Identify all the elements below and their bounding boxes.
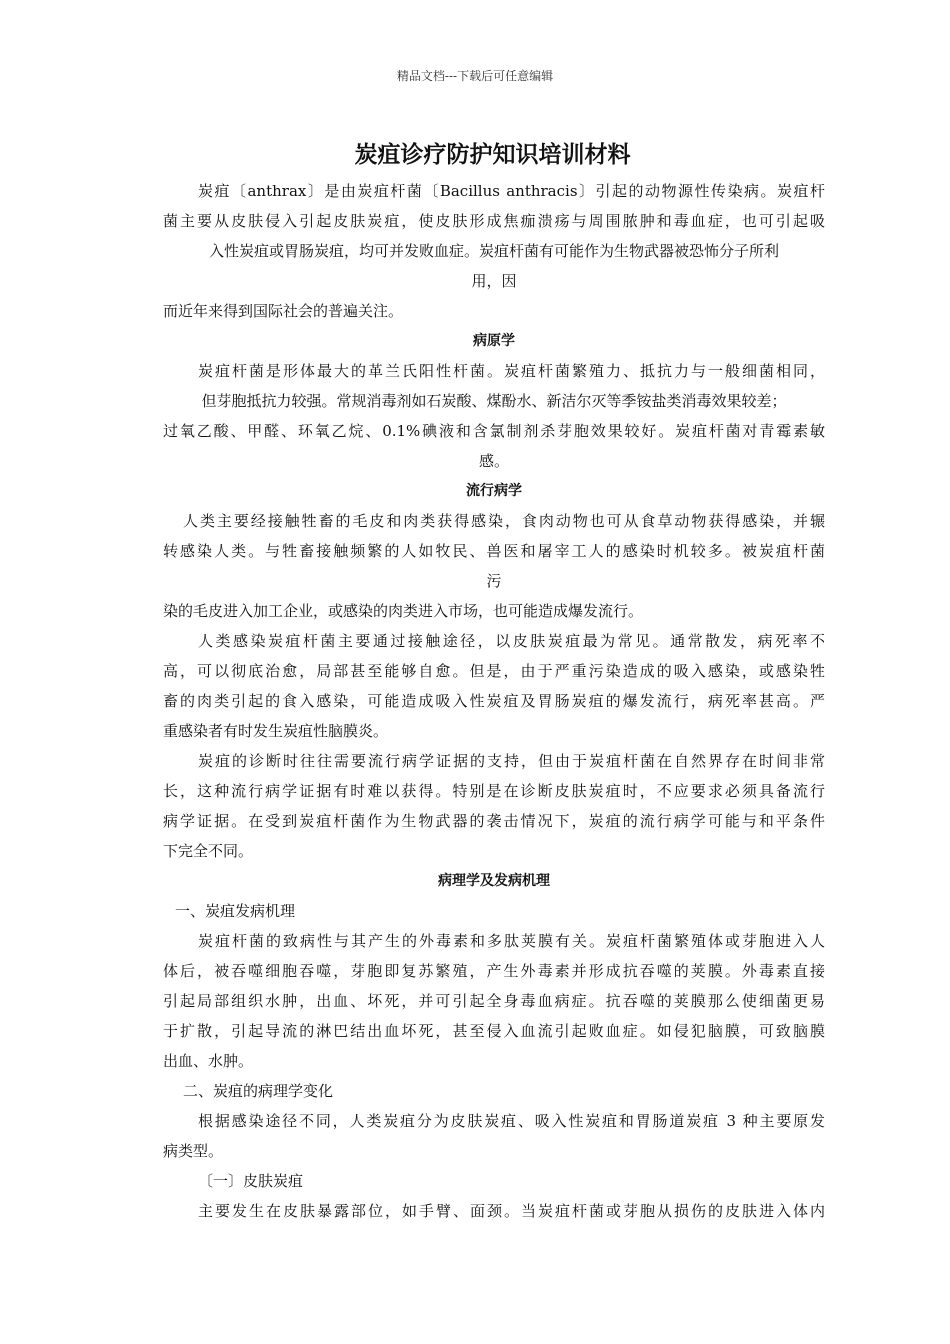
document-title: 炭疽诊疗防护知识培训材料 bbox=[354, 142, 631, 168]
text-line: 长，这种流行病学证据有时难以获得。特别是在诊断皮肤炭疽时，不应要求必须具备流行 bbox=[163, 782, 825, 800]
text-line: 菌主要从皮肤侵入引起皮肤炭疽，使皮肤形成焦痂溃疡与周围脓肿和毒血症，也可引起吸 bbox=[163, 212, 825, 230]
text-line: 病学证据。在受到炭疽杆菌作为生物武器的袭击情况下，炭疽的流行病学可能与和平条件 bbox=[163, 812, 825, 830]
text-line: 重感染者有时发生炭疽性脑膜炎。 bbox=[163, 722, 389, 740]
text-line: 高，可以彻底治愈，局部甚至能够自愈。但是，由于严重污染造成的吸入感染，或感染牲 bbox=[163, 662, 825, 680]
text-line: 人类感染炭疽杆菌主要通过接触途径，以皮肤炭疽最为常见。通常散发，病死率不 bbox=[198, 632, 825, 650]
text-line: 炭疽的诊断时往往需要流行病学证据的支持，但由于炭疽杆菌在自然界存在时间非常 bbox=[198, 752, 825, 770]
text-line: 炭疽杆菌是形体最大的革兰氏阳性杆菌。炭疽杆菌繁殖力、抵抗力与一般细菌相同， bbox=[198, 362, 825, 380]
text-line: 于扩散，引起导流的淋巴结出血坏死，甚至侵入血流引起败血症。如侵犯脑膜，可致脑膜 bbox=[163, 1022, 825, 1040]
text-line: 染的毛皮进入加工企业，或感染的肉类进入市场，也可能造成爆发流行。 bbox=[163, 602, 644, 620]
text-line: 感。 bbox=[478, 452, 509, 470]
text-line: 而近年来得到国际社会的普遍关注。 bbox=[163, 302, 404, 320]
text-line: 过氧乙酸、甲醛、环氧乙烷、0.1%碘液和含氯制剂杀芽胞效果较好。炭疽杆菌对青霉素敏 bbox=[163, 422, 825, 440]
subsection-heading: 二、炭疽的病理学变化 bbox=[183, 1082, 334, 1100]
section-heading: 病理学及发病机理 bbox=[438, 873, 550, 889]
text-line: 体后，被吞噬细胞吞噬，芽胞即复苏繁殖，产生外毒素并形成抗吞噬的荚膜。外毒素直接 bbox=[163, 962, 825, 980]
text-line: 畜的肉类引起的食入感染，可能造成吸入性炭疽及胃肠炭疽的爆发流行，病死率甚高。严 bbox=[163, 692, 825, 710]
document-body bbox=[163, 176, 825, 1226]
subsection-heading: 一、炭疽发病机理 bbox=[175, 902, 296, 920]
text-line: 人类主要经接触牲畜的毛皮和肉类获得感染，食肉动物也可从食草动物获得感染，并辗 bbox=[183, 512, 825, 530]
section-heading: 病原学 bbox=[473, 333, 515, 349]
text-line: 转感染人类。与牲畜接触频繁的人如牧民、兽医和屠宰工人的感染时机较多。被炭疽杆菌 bbox=[163, 542, 825, 560]
text-line: 引起局部组织水肿，出血、坏死，并可引起全身毒血病症。抗吞噬的荚膜那么使细菌更易 bbox=[163, 992, 825, 1010]
text-line: 但芽胞抵抗力较强。常规消毒剂如石炭酸、煤酚水、新洁尔灭等季铵盐类消毒效果较差； bbox=[201, 392, 787, 410]
section-heading: 流行病学 bbox=[466, 483, 522, 499]
text-line: 入性炭疽或胃肠炭疽，均可并发败血症。炭疽杆菌有可能作为生物武器被恐怖分子所利 bbox=[208, 242, 779, 260]
subsection-heading: 〔一〕皮肤炭疽 bbox=[198, 1172, 304, 1190]
text-line: 病类型。 bbox=[163, 1142, 224, 1160]
text-line: 出血、水肿。 bbox=[163, 1052, 254, 1070]
text-line: 下完全不同。 bbox=[163, 842, 254, 860]
text-line: 用，因 bbox=[471, 272, 517, 290]
page-header: 精品文档---下载后可任意编辑 bbox=[396, 69, 554, 83]
text-line: 主要发生在皮肤暴露部位，如手臂、面颈。当炭疽杆菌或芽胞从损伤的皮肤进入体内 bbox=[198, 1202, 825, 1220]
text-line: 炭疽杆菌的致病性与其产生的外毒素和多肽荚膜有关。炭疽杆菌繁殖体或芽胞进入人 bbox=[198, 932, 825, 950]
text-line: 根据感染途径不同，人类炭疽分为皮肤炭疽、吸入性炭疽和胃肠道炭疽 3 种主要原发 bbox=[198, 1112, 825, 1130]
text-line: 炭疽〔anthrax〕是由炭疽杆菌〔Bacillus anthracis〕引起的动物源性传染病。炭疽杆 bbox=[198, 182, 825, 200]
text-line: 污 bbox=[486, 572, 502, 590]
